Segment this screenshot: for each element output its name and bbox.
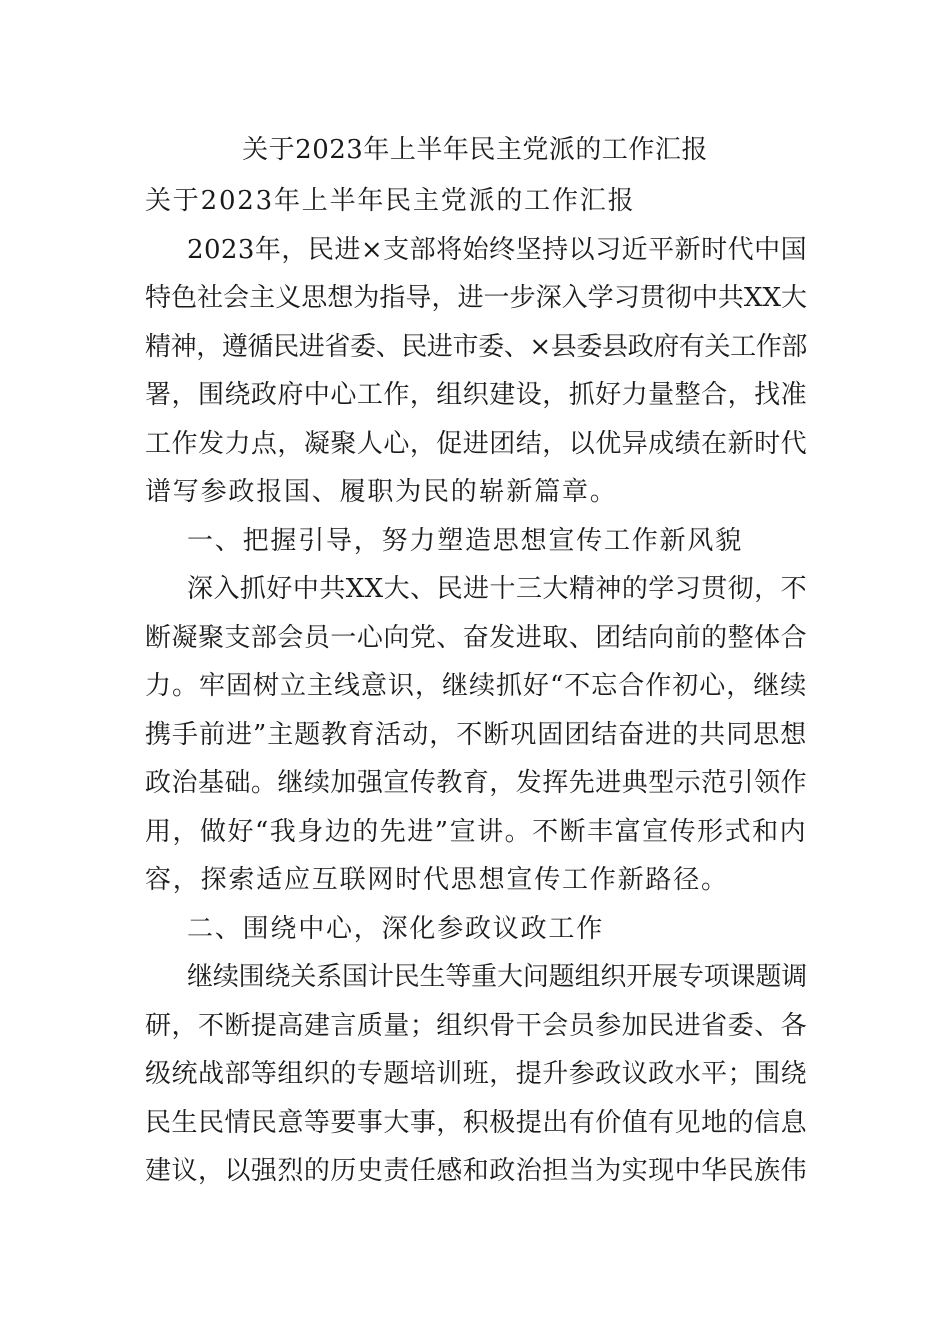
text-line: 深入抓好中共XX大、民进十三大精神的学习贯彻，不 [187,574,807,604]
text-line: 民生民情民意等要事大事，积极提出有价值有见地的信息 [145,1107,807,1138]
text-line: 力。牢固树立主线意识，继续抓好“不忘合作初心，继续 [145,671,808,701]
text-line: 断凝聚支部会员一心向党、奋发进取、团结向前的整体合 [145,622,807,653]
text-line: 谱写参政报国、履职为民的崭新篇章。 [145,477,618,507]
document-title: 关于2023年上半年民主党派的工作汇报 [242,135,708,165]
text-line: 用，做好“我身边的先进”宣讲。不断丰富宣传形式和内 [145,816,807,847]
text-line: 二、围绕中心，深化参政议政工作 [187,913,605,944]
text-line: 工作发力点，凝聚人心，促进团结，以优异成绩在新时代 [145,428,807,459]
text-line: 特色社会主义思想为指导，进一步深入学习贯彻中共XX大 [145,283,807,313]
text-line: 建议，以强烈的历史责任感和政治担当为实现中华民族伟 [145,1156,807,1186]
text-line: 署，围绕政府中心工作，组织建设，抓好力量整合，找准 [145,380,807,410]
text-line: 继续围绕关系国计民生等重大问题组织开展专项课题调 [187,962,807,992]
text-line: 精神，遵循民进省委、民进市委、×县委县政府有关工作部 [145,331,807,362]
text-line: 级统战部等组织的专题培训班，提升参政议政水平；围绕 [145,1059,807,1089]
document-body [145,177,807,1196]
text-line: 政治基础。继续加强宣传教育，发挥先进典型示范引领作 [145,768,807,798]
text-line: 研，不断提高建言质量；组织骨干会员参加民进省委、各 [145,1010,807,1041]
text-line: 关于2023年上半年民主党派的工作汇报 [145,186,636,216]
text-line: 2023年，民进×支部将始终坚持以习近平新时代中国 [187,234,807,265]
text-line: 一、把握引导，努力塑造思想宣传工作新风貌 [187,525,744,556]
text-line: 携手前进”主题教育活动，不断巩固团结奋进的共同思想 [145,719,808,750]
text-line: 容，探索适应互联网时代思想宣传工作新路径。 [145,865,729,895]
